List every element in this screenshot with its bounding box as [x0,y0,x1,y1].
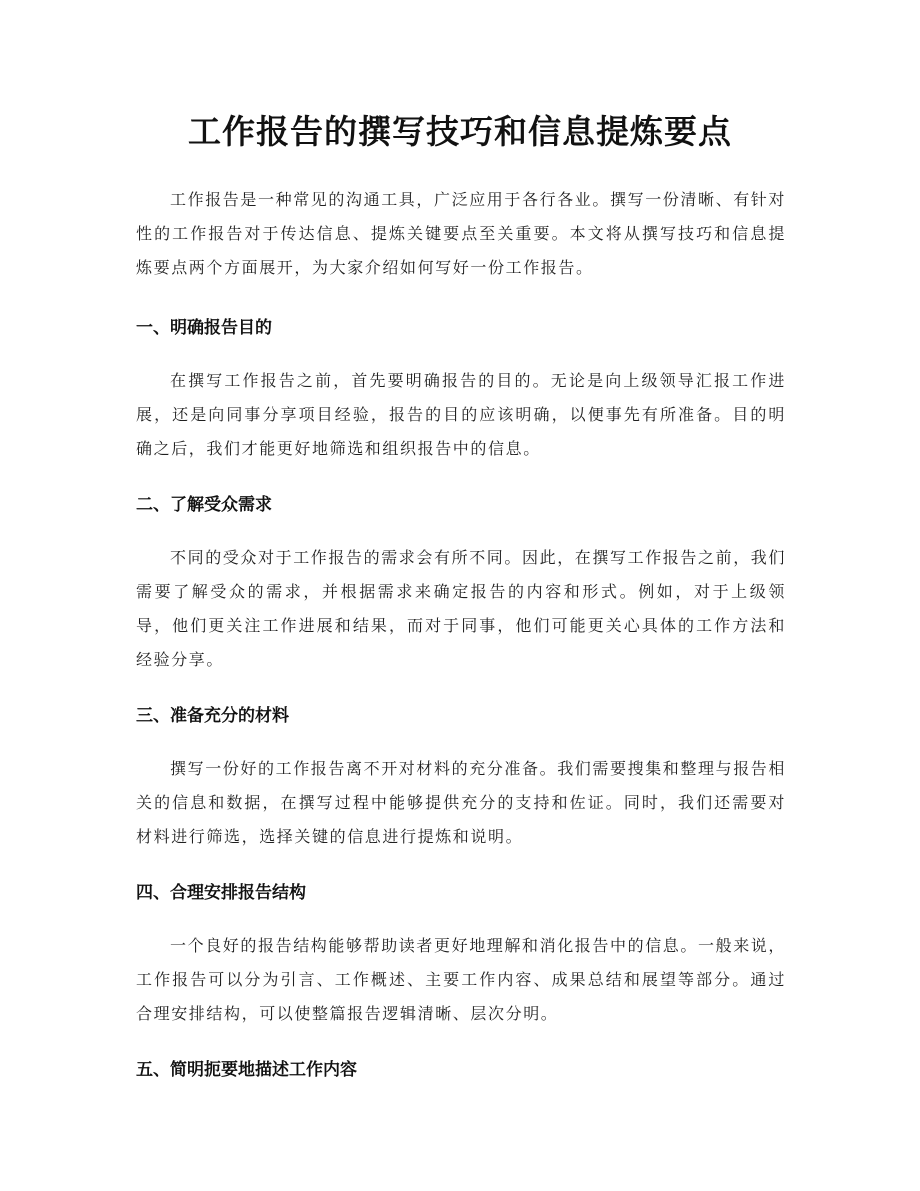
section-heading-3: 三、准备充分的材料 [136,706,289,726]
section-heading-1: 一、明确报告目的 [136,318,272,338]
section-heading-4: 四、合理安排报告结构 [136,883,306,903]
section-paragraph-3: 撰写一份好的工作报告离不开对材料的充分准备。我们需要搜集和整理与报告相关的信息和数据，在撰写过程中能够提供充分的支持和佐证。同时，我们还需要对材料进行筛选，选择关键的信息进行提炼和说明。 [136,759,787,846]
section-heading-5: 五、简明扼要地描述工作内容 [136,1060,357,1080]
section-heading-2: 二、了解受众需求 [136,495,272,515]
document-body [136,183,786,1087]
section-paragraph-1: 在撰写工作报告之前，首先要明确报告的目的。无论是向上级领导汇报工作进展，还是向同事分享项目经验，报告的目的应该明确，以便事先有所准备。目的明确之后，我们才能更好地筛选和组织报告中的信息。 [136,371,786,458]
section-paragraph-2: 不同的受众对于工作报告的需求会有所不同。因此，在撰写工作报告之前，我们需要了解受众的需求，并根据需求来确定报告的内容和形式。例如，对于上级领导，他们更关注工作进展和结果，而对于同事，他们可能更关心具体的工作方法和经验分享。 [136,548,787,669]
document-title: 工作报告的撰写技巧和信息提炼要点 [188,112,732,151]
section-paragraph-4: 一个良好的报告结构能够帮助读者更好地理解和消化报告中的信息。一般来说，工作报告可以分为引言、工作概述、主要工作内容、成果总结和展望等部分。通过合理安排结构，可以使整篇报告逻辑清晰、层次分明。 [136,936,787,1023]
intro-paragraph: 工作报告是一种常见的沟通工具，广泛应用于各行各业。撰写一份清晰、有针对性的工作报告对于传达信息、提炼关键要点至关重要。本文将从撰写技巧和信息提炼要点两个方面展开，为大家介绍如何写好一份工作报告。 [136,190,787,277]
